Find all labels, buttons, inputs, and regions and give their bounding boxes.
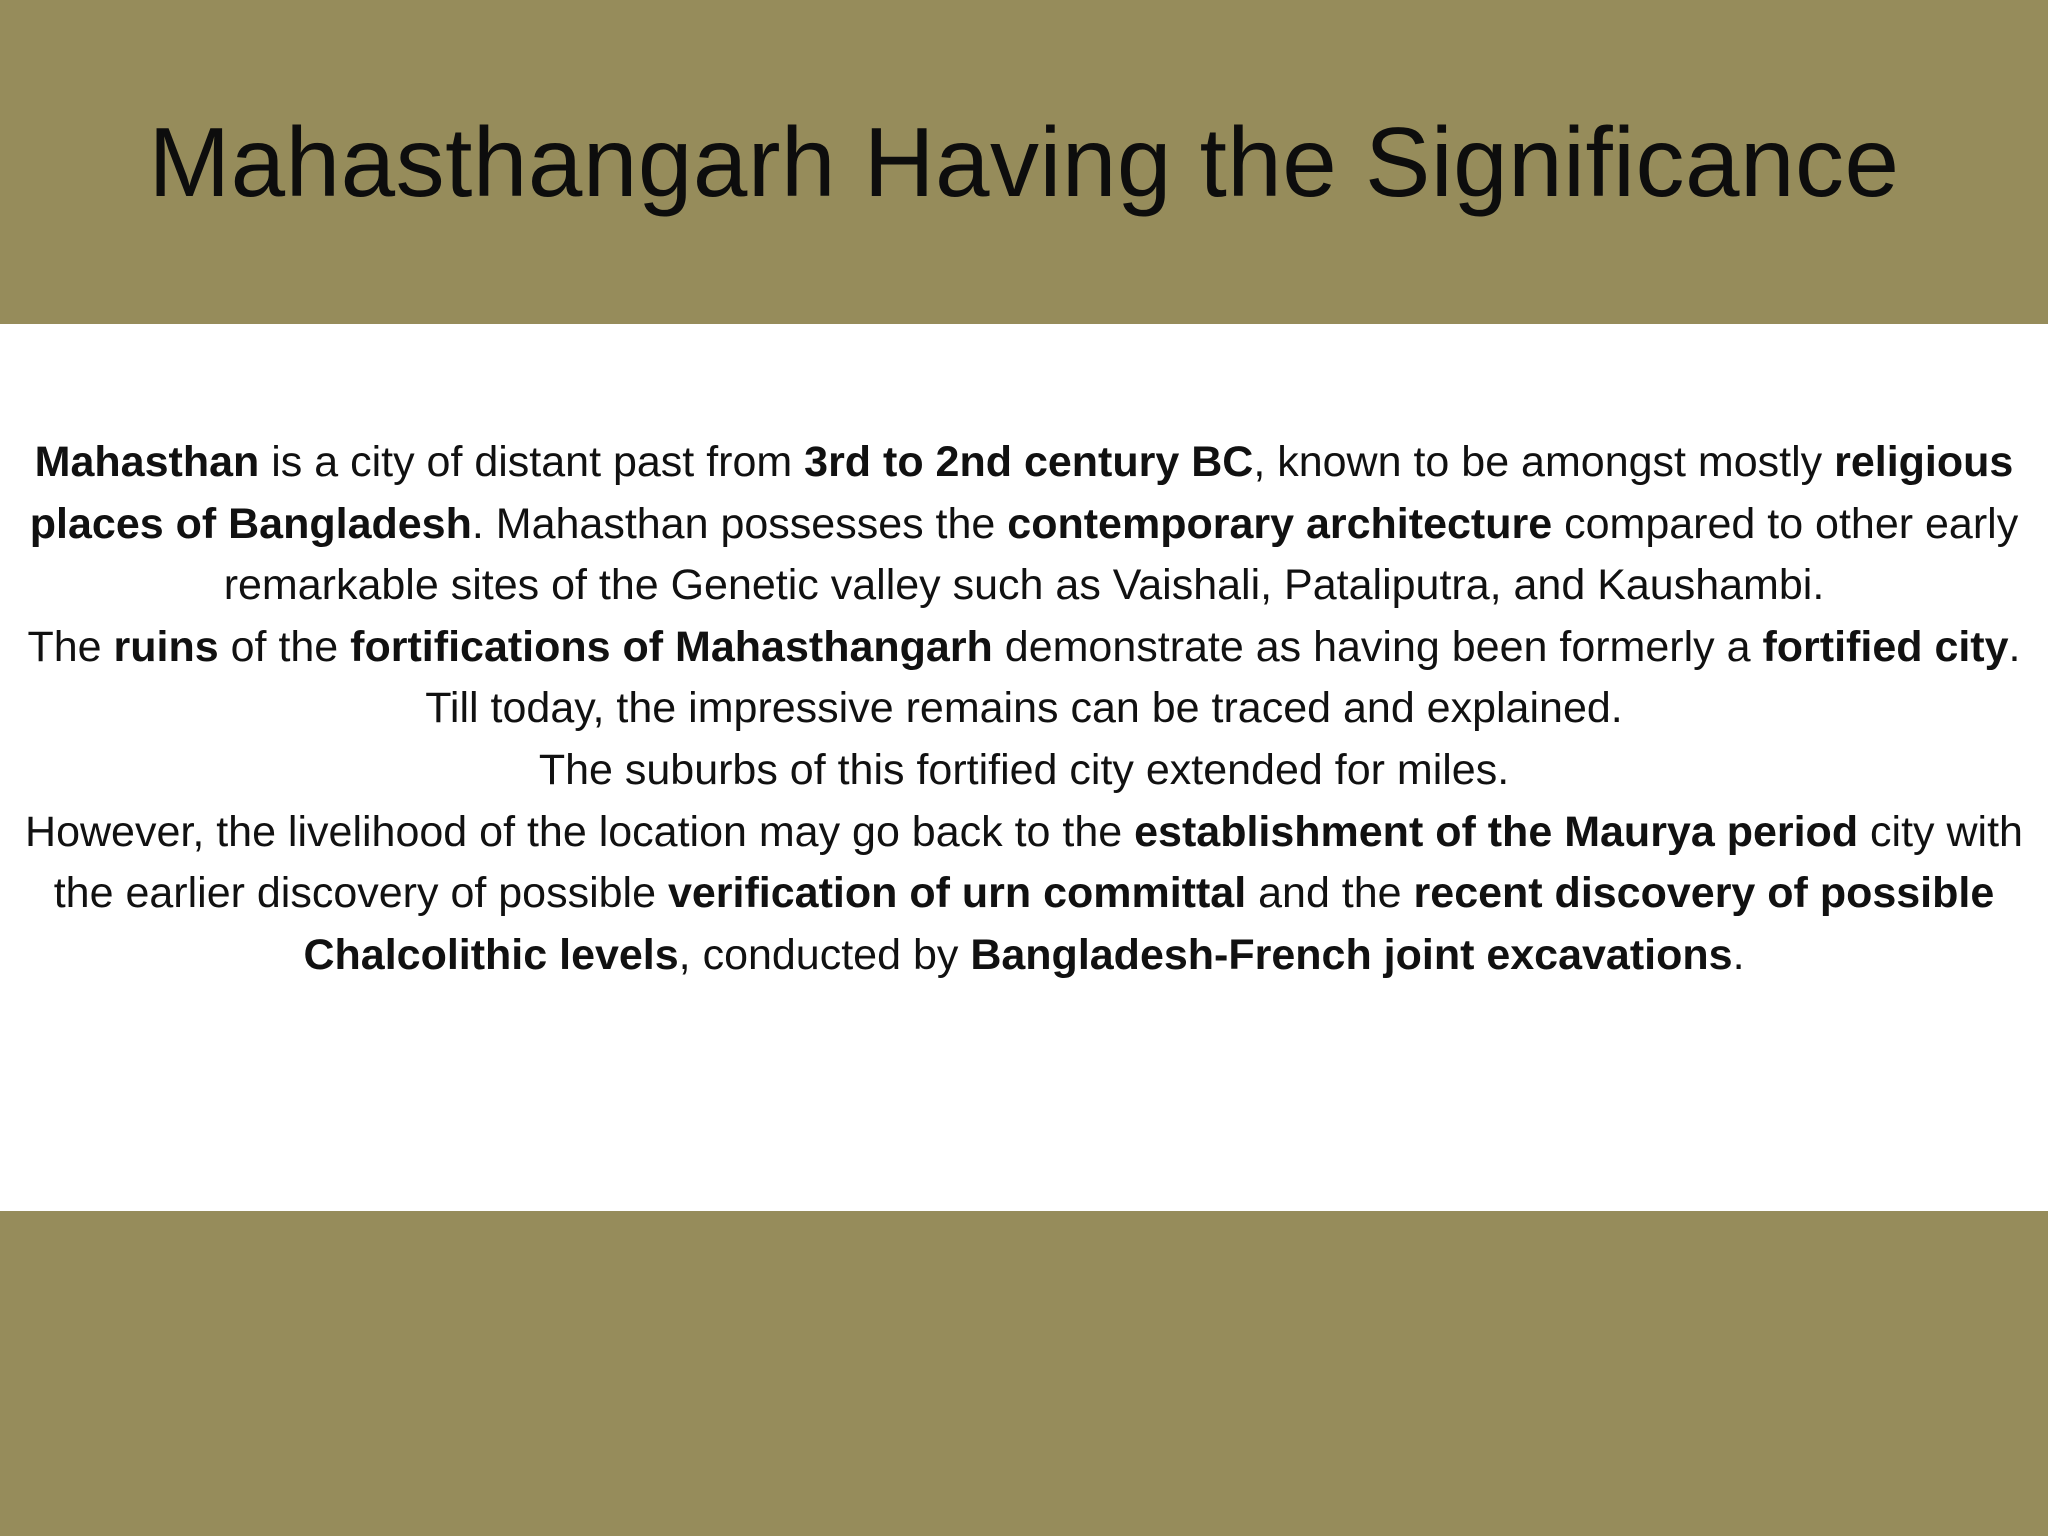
paragraph-livelihood — [20, 802, 2028, 987]
bold-fortified-city: fortified city — [1762, 622, 2009, 671]
text-span: city with the earlier discovery of possible — [53, 807, 2023, 918]
content-area — [0, 324, 2048, 1211]
paragraph-fortifications — [20, 617, 2028, 740]
bold-religious-places: religious places of Bangladesh — [29, 438, 2014, 548]
bold-fortifications: fortifications of Mahasthangarh — [350, 622, 993, 671]
text-span: . Till today, the impressive remains can be traced and explained. — [425, 622, 2021, 733]
bold-architecture: contemporary architecture — [1007, 499, 1553, 548]
paragraph-suburbs: The suburbs of this fortified city extended for miles. — [538, 745, 1510, 794]
paragraph-mahasthan-intro — [20, 432, 2028, 617]
text-span: compared to other early remarkable sites of the Genetic valley such as Vaishali, Pataliputra, and Kaushambi. — [223, 499, 2019, 610]
text-span: However, the livelihood of the location may go back to the — [25, 807, 1135, 856]
bold-maurya-period: establishment of the Maurya period — [1134, 807, 1859, 856]
text-span: , known to be amongst mostly — [1253, 438, 1835, 486]
text-span: . Mahasthan possesses the — [471, 499, 1008, 548]
text-span: and the — [1246, 869, 1414, 918]
footer-band — [0, 1211, 2048, 1536]
bold-urn-committal: verification of urn committal — [667, 869, 1247, 918]
title-band — [0, 0, 2048, 324]
text-span: is a city of distant past from — [259, 438, 805, 486]
text-span: . — [1732, 930, 1745, 979]
text-span: The — [27, 622, 114, 671]
bold-ruins: ruins — [113, 622, 219, 671]
slide-title: Mahasthangarh Having the Significance — [148, 107, 1900, 217]
text-span: , conducted by — [678, 930, 971, 979]
bold-chalcolithic: recent discovery of possible Chalcolithic levels — [303, 869, 1995, 979]
bold-excavations: Bangladesh-French joint excavations — [970, 930, 1733, 979]
body-text — [20, 432, 2028, 986]
bold-mahasthan: Mahasthan — [34, 438, 260, 486]
text-span: of the — [218, 622, 351, 671]
text-span: demonstrate as having been formerly a — [992, 622, 1763, 671]
bold-century: 3rd to 2nd century BC — [804, 438, 1254, 486]
